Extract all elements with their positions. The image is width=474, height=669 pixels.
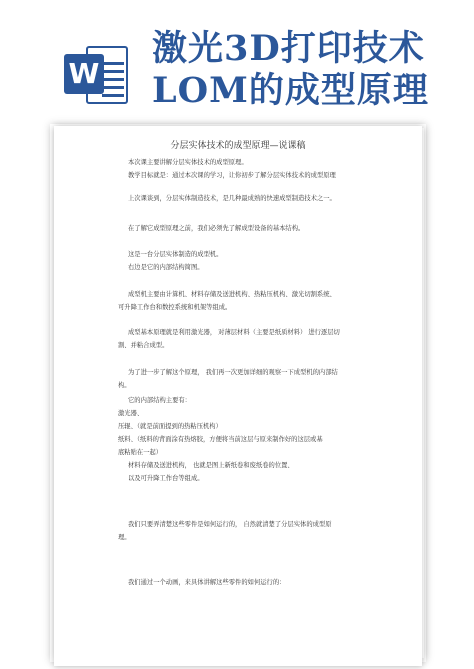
paragraph-8-line-7: 以及可升降工作台等组成。 [128, 475, 204, 482]
paragraph-4-line-1: 这是一台分层实体制造的成型机。 [128, 251, 223, 258]
paragraph-6-line-1: 成型基本原理就是利用激光器， 对薄层材料（主要是纸质材料） 进行逐层切 [128, 329, 340, 336]
paragraph-7-line-2: 构。 [118, 382, 131, 389]
paragraph-8-line-6: 材料存储及送进机构， 也就是图上新纸卷和废纸卷的位置、 [128, 462, 294, 469]
word-icon [64, 40, 130, 110]
paragraph-8-line-3: 压辊、（就是前面提到的热粘压机构） [118, 423, 222, 430]
paragraph-2-line-1: 上次课谈到，分层实体制造技术，是几种最成熟的快速成型制造技术之一。 [128, 195, 336, 202]
paragraph-9-line-1: 我们只要弄清楚这些零件是如何运行的， 自然就清楚了分层实体的成型原 [128, 521, 332, 528]
banner-title [152, 28, 472, 112]
paragraph-6-line-2: 割、并粘合成型。 [118, 342, 169, 349]
paragraph-3 [118, 222, 388, 235]
paragraph-7-line-1: 为了进一步了解这个原理， 我们再一次更加详细的观察一下成型机的内部结 [128, 369, 338, 376]
paragraph-8-line-2: 激光器、 [118, 410, 144, 417]
banner-title-line-2: LOM的成型原理 [152, 70, 429, 111]
paragraph-2 [118, 192, 388, 205]
paragraph-5 [118, 288, 388, 314]
paragraph-1 [118, 156, 388, 182]
paragraph-5-line-2: 可升降工作台和数控系统和机架等组成。 [118, 304, 232, 311]
banner [0, 0, 474, 120]
paragraph-10-line-1: 我们通过一个动画，来具体讲解这些零件的如何运行的： [128, 579, 286, 586]
paragraph-3-line-1: 在了解它成型原理之前，我们必须先了解成型设备的基本结构。 [128, 225, 305, 232]
paragraph-9-line-2: 理。 [118, 534, 131, 541]
word-logo-tile: W [64, 54, 104, 94]
paragraph-8-line-4: 纸料、（纸料的背面涂有热熔胶，方便将当前这层与原来制作好的这层或基 [118, 436, 323, 443]
document-page [54, 126, 422, 666]
paragraph-4-line-2: 右边是它的内部结构简图。 [128, 264, 204, 271]
paragraph-10 [118, 576, 388, 589]
document-heading: 分层实体技术的成型原理—说课稿 [170, 141, 306, 151]
paragraph-8 [118, 394, 388, 485]
banner-title-line-1: 激光3D打印技术 [152, 28, 425, 69]
paragraph-6 [118, 326, 388, 352]
paragraph-9 [118, 518, 388, 544]
paragraph-4 [118, 248, 388, 274]
paragraph-1-line-2: 教学目标就是：通过本次课的学习，让你初步了解分层实体技术的成型原理 [128, 172, 336, 179]
paragraph-8-line-5: 底粘贴在一起） [118, 449, 163, 456]
paragraph-5-line-1: 成型机主要由计算机、材料存储及送进机构、热粘压机构、激光切割系统、 [128, 291, 336, 298]
paragraph-1-line-1: 本次课主要讲解分层实体技术的成型原理。 [128, 159, 248, 166]
paragraph-7 [118, 366, 388, 392]
paragraph-8-line-1: 它的内部结构主要有： [128, 397, 191, 404]
